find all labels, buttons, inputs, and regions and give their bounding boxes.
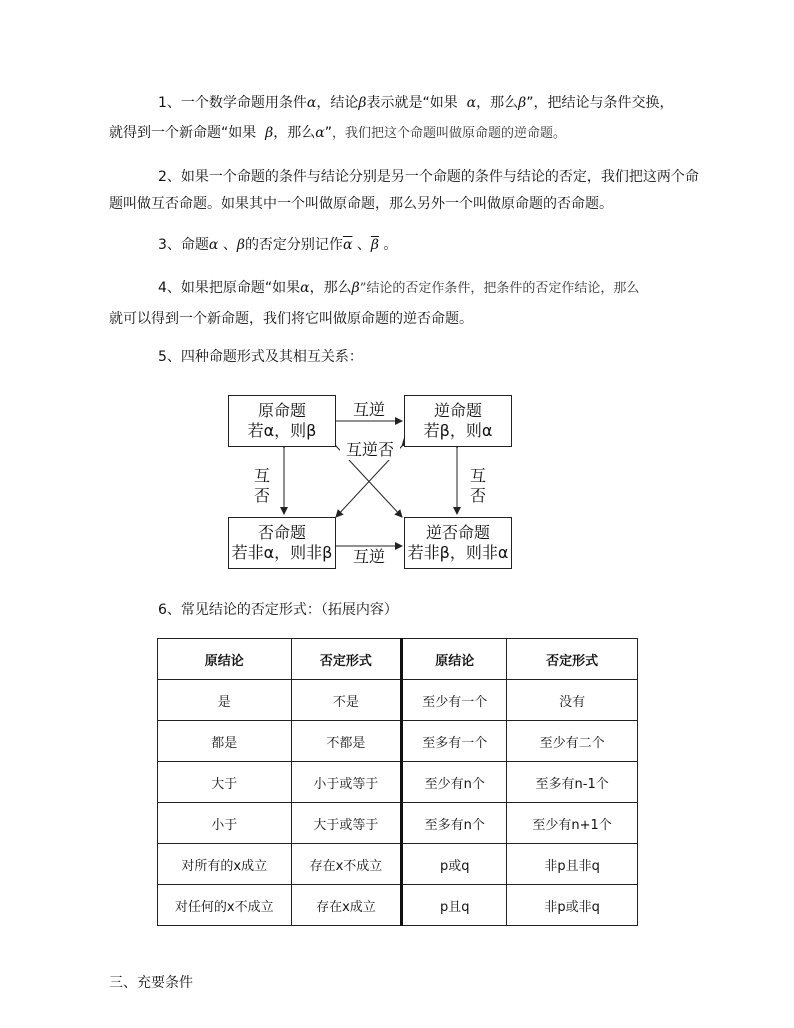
table-row (158, 762, 638, 803)
text: ，结论 (316, 95, 359, 111)
table-row (158, 885, 638, 926)
text: ”，把结论与条件交换， (526, 95, 674, 111)
char: 互 (469, 466, 486, 485)
box-inverse (228, 517, 336, 569)
label-inverse-right (467, 466, 489, 506)
box-form: 若非β，则非α (407, 543, 509, 562)
table-cell: 存在x成立 (291, 885, 402, 926)
table-cell: 小于或等于 (291, 762, 402, 803)
table-cell: 不是 (291, 680, 402, 721)
paragraph-4-line-2: 就可以得到一个新命题，我们将它叫做原命题的逆否命题。 (109, 311, 473, 327)
text: ，我们把这个命题叫做原命题的逆命题。 (332, 126, 567, 141)
table-cell: 存在x不成立 (291, 844, 402, 885)
table-row (158, 803, 638, 844)
beta-symbol: β (265, 125, 274, 141)
table-cell: 没有 (507, 680, 638, 721)
table-cell: 对任何的x不成立 (158, 885, 292, 926)
alpha-symbol: α (208, 237, 219, 253)
section-3-heading: 三、充要条件 (109, 975, 193, 991)
negation-forms-table (157, 638, 638, 926)
table-cell: 至少有n+1个 (507, 803, 638, 844)
table-cell: 是 (158, 680, 292, 721)
table-row (158, 844, 638, 885)
table-row (158, 680, 638, 721)
header-cell: 原结论 (402, 639, 507, 680)
box-contrapositive (404, 517, 512, 569)
alpha-symbol: α (306, 95, 317, 111)
box-original (228, 395, 336, 447)
beta-symbol: β (518, 95, 527, 111)
text: 表示就是“如果 (366, 95, 458, 111)
text: ，那么 (309, 280, 352, 296)
text: ，那么 (476, 95, 519, 111)
box-form: 若α，则β (247, 421, 317, 440)
table-cell: 小于 (158, 803, 292, 844)
paragraph-2-line-2: 题叫做互否命题。如果其中一个叫做原命题，那么另外一个叫做原命题的否命题。 (109, 196, 613, 212)
header-cell: 原结论 (158, 639, 292, 680)
beta-symbol: β (236, 237, 245, 253)
text: 。 (383, 237, 398, 253)
text: ，那么 (273, 125, 316, 141)
table-cell: 大于或等于 (291, 803, 402, 844)
negated-beta-symbol: $\overline{\beta}$ (370, 237, 379, 253)
text: 、 (222, 237, 237, 253)
char: 否 (469, 486, 486, 505)
alpha-symbol: α (315, 125, 325, 141)
text: 的否定分别记作 (244, 237, 343, 253)
beta-symbol: β (358, 95, 367, 111)
table-cell: 对所有的x成立 (158, 844, 292, 885)
text: ” (324, 125, 332, 141)
table-cell: 非p或非q (507, 885, 638, 926)
table-header-row (158, 639, 638, 680)
text: 3、命题 (158, 237, 209, 253)
label-converse-bottom: 互逆 (352, 547, 385, 566)
table-cell: 大于 (158, 762, 292, 803)
box-form: 若β，则α (423, 421, 493, 440)
table-cell: 至少有n个 (402, 762, 507, 803)
char: 否 (253, 486, 270, 505)
char: 互 (253, 466, 270, 485)
box-title: 逆否命题 (425, 523, 490, 542)
text: 就得到一个新命题“如果 (109, 125, 257, 141)
table-cell: 至少有二个 (507, 721, 638, 762)
label-inverse-left (251, 466, 273, 506)
text: 、 (356, 237, 371, 253)
box-title: 原命题 (257, 401, 306, 420)
alpha-symbol: α (300, 280, 310, 296)
table-cell: 不都是 (291, 721, 402, 762)
paragraph-5: 5、四种命题形式及其相互关系： (158, 349, 363, 365)
table-cell: 至多有n-1个 (507, 762, 638, 803)
table-cell: p且q (402, 885, 507, 926)
label-converse-top: 互逆 (352, 400, 385, 419)
beta-symbol: β (351, 280, 360, 296)
text: ”结论的否定作条件，把条件的否定作结论，那么 (359, 281, 640, 296)
table-cell: 至少有一个 (402, 680, 507, 721)
box-title: 逆命题 (433, 401, 482, 420)
table-cell: 至多有n个 (402, 803, 507, 844)
alpha-symbol: α (466, 95, 477, 111)
label-contrapositive-center: 互逆否 (340, 440, 400, 460)
text: 1、一个数学命题用条件 (158, 95, 307, 111)
header-cell: 否定形式 (507, 639, 638, 680)
table-row (158, 721, 638, 762)
negated-alpha-symbol: $\overline{\alpha}$ (342, 237, 353, 253)
box-converse (404, 395, 512, 447)
paragraph-6: 6、常见结论的否定形式：（拓展内容） (158, 602, 398, 618)
box-form: 若非α，则非β (231, 543, 333, 562)
header-cell: 否定形式 (291, 639, 402, 680)
paragraph-2-line-1: 2、如果一个命题的条件与结论分别是另一个命题的条件与结论的否定，我们把这两个命 (158, 169, 699, 185)
table-cell: p或q (402, 844, 507, 885)
table-cell: 非p且非q (507, 844, 638, 885)
table-cell: 都是 (158, 721, 292, 762)
text: 4、如果把原命题“如果 (158, 280, 301, 296)
box-title: 否命题 (257, 523, 306, 542)
table-cell: 至多有一个 (402, 721, 507, 762)
